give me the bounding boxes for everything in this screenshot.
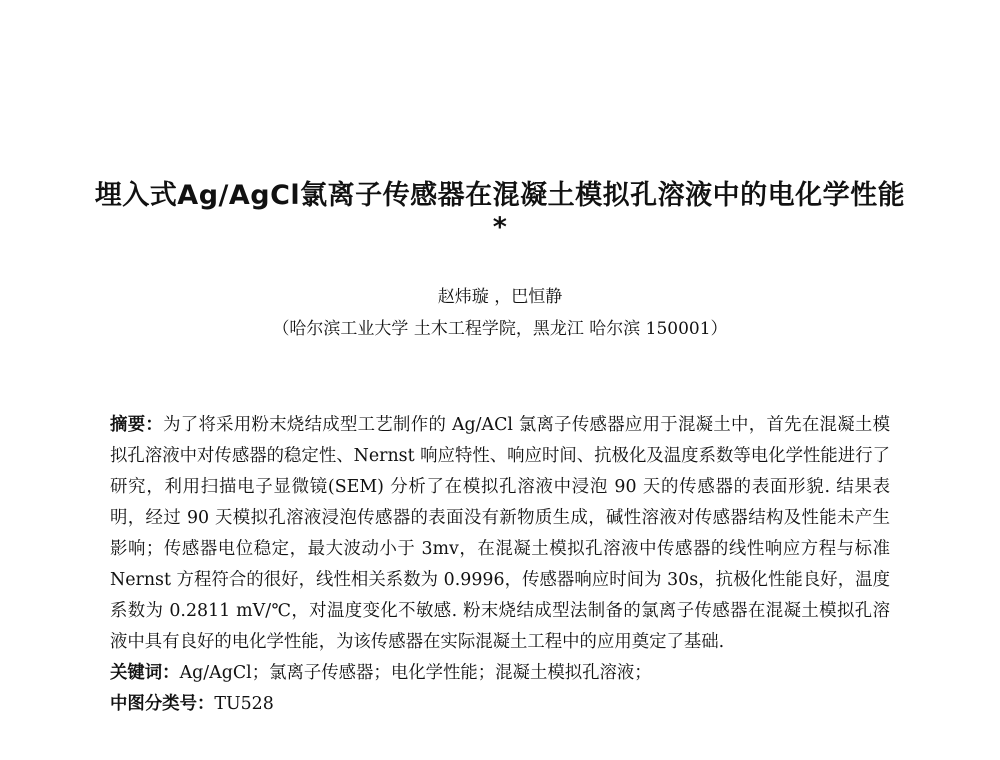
paper-affiliation: （哈尔滨工业大学 土木工程学院，黑龙江 哈尔滨 150001） (272, 319, 728, 339)
clc-line (110, 689, 890, 720)
abstract-label: 摘要： (110, 415, 164, 435)
abstract-section (110, 410, 890, 720)
keywords-text: Ag/AgCl；氯离子传感器；电化学性能；混凝土模拟孔溶液； (179, 663, 652, 683)
clc-label: 中图分类号： (110, 694, 215, 714)
paper-authors: 赵炜璇 ，巴恒静 (437, 287, 563, 307)
abstract-paragraph (110, 410, 890, 658)
clc-text: TU528 (214, 694, 274, 714)
keywords-label: 关键词： (110, 663, 180, 683)
abstract-text: 为了将采用粉末烧结成型工艺制作的 Ag/ACl 氯离子传感器应用于混凝土中，首先在混凝土模拟孔溶液中对传感器的稳定性、Nernst 响应特性、响应时间、抗极化及温度系数等电化学性能进行了研究，利用扫描电子显微镜(SEM) 分析了在模拟孔溶液中浸泡 90 天的传感器的表面形貌. 结果表明，经过 90 天模拟孔溶液浸泡传感器的表面没有新物质生成，碱性溶液对传感器结构及性能未产生影响；传感器电位稳定，最大波动小于 3mv，在混凝土模拟孔溶液中传感器的线性响应方程与标准 Nernst 方程符合的很好，线性相关系数为 0.9996，传感器响应时间为 30s，抗极化性能良好，温度系数为 0.2811 mV/℃，对温度变化不敏感. 粉末烧结成型法制备的氯离子传感器在混凝土模拟孔溶液中具有良好的电化学性能，为该传感器在实际混凝土工程中的应用奠定了基础. (110, 415, 890, 652)
keywords-line (110, 658, 890, 689)
paper-title: 埋入式Ag/AgCl氯离子传感器在混凝土模拟孔溶液中的电化学性能* (94, 180, 906, 243)
